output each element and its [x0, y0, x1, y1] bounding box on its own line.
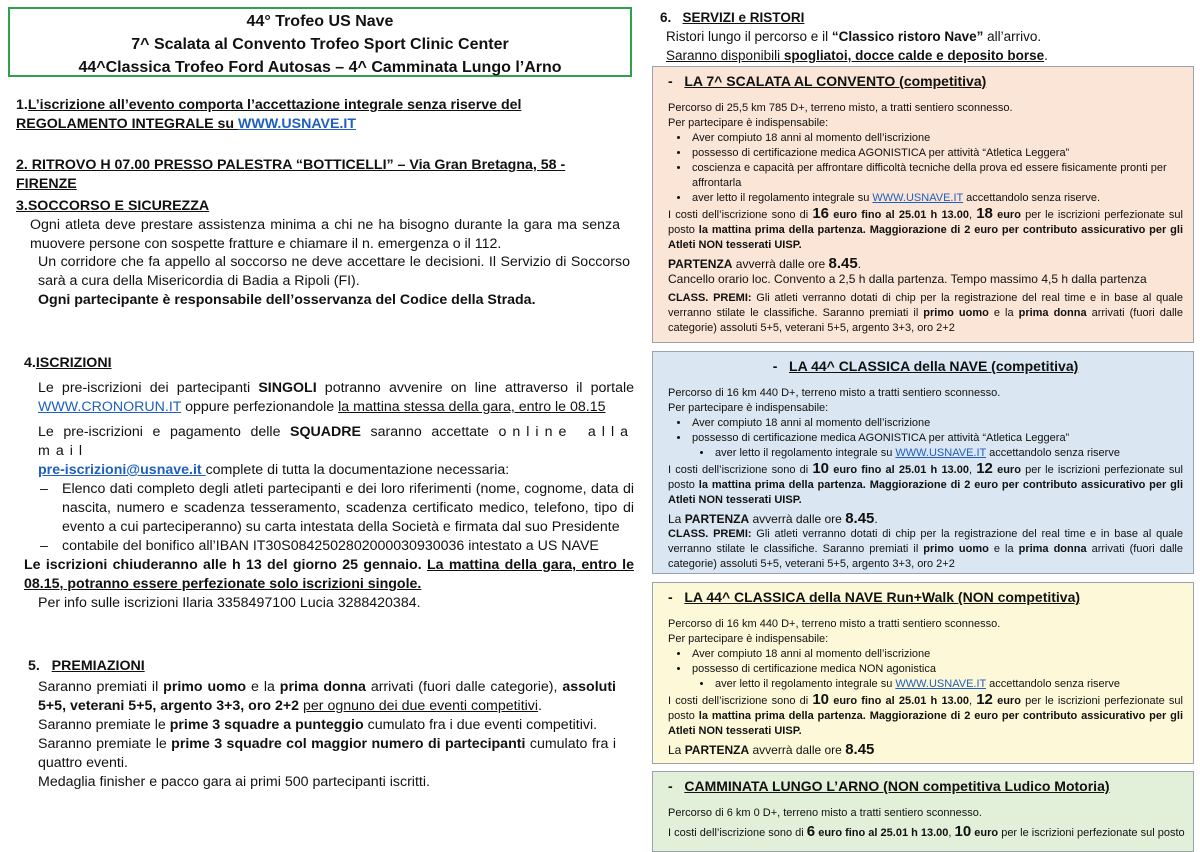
cost-text: I costi dell’iscrizione sono di 6 euro fino al 25.01 h 13.00, 10 euro per le iscrizioni perfezionate sul posto: [668, 823, 1185, 840]
title-box: [8, 7, 632, 77]
start-text: La PARTENZA avverrà dalle ore 8.45.: [668, 510, 878, 527]
list-item: • possesso di certificazione medica AGONISTICA per attività “Atletica Leggera”: [690, 431, 1183, 446]
section-3-p1: Ogni atleta deve prestare assistenza minima a chi ne ha bisogno durante la gara ma senza muovere persone con sospette fratture e chiamare il n. emergenza o il 112.: [30, 217, 620, 252]
panel-run-walk: - LA 44^ CLASSICA della NAVE Run+Walk (NON competitiva) Percorso di 16 km 440 D+, terreno misto a tratti sentiero sconnesso. Per partecipare è indispensabile: • Aver compiuto 18 anni al momento dell’iscrizione • possesso di certificazione medica NON agonistica • aver letto il regolamento integrale su WWW.USNAVE.IT accettandolo senza riserve I costi dell’iscrizione sono di 10 euro fino al 25.01 h 13.00, 12 euro per le iscrizioni perfezionate sul posto la mattina prima della partenza. Maggiorazione di 2 euro per contributo assicurativo per gli Atleti NON tesserati UISP. La PARTENZA avverrà dalle ore 8.45: [652, 582, 1194, 764]
list-item: • Aver compiuto 18 anni al momento dell’iscrizione: [690, 131, 1183, 146]
title-line-1: 44° Trofeo US Nave: [246, 13, 394, 30]
panel-scalata: - LA 7^ SCALATA AL CONVENTO (competitiva) Percorso di 25,5 km 785 D+, terreno misto, a tratti sentiero sconnesso. Per partecipare è indispensabile: • Aver compiuto 18 anni al momento dell’iscrizione • possesso di certificazione medica AGONISTICA per attività “Atletica Leggera” • coscienza e capacità per affrontare difficoltà tecniche della prova ed essere fisicamente pronti per affrontarla • aver letto il regolamento integrale su WWW.USNAVE.IT accettandolo senza riserve. I costi dell’iscrizione sono di 16 euro fino al 25.01 h 13.00, 18 euro per le iscrizioni perfezionate sul posto la mattina prima della partenza. Maggiorazione di 2 euro per contributo assicurativo per gli Atleti NON tesserati UISP. PARTENZA avverrà dalle ore 8.45. Cancello orario loc. Convento a 2,5 h dalla partenza. Tempo massimo 4,5 h dalla partenza CLASS. PREMI: Gli atleti verranno dotati di chip per la registrazione del real time e in base al quale verranno stilate le classifiche. Saranno premiati il primo uomo e la prima donna arrivati (fuori dalle categorie) assoluti 5+5, veterani 5+5, argento 3+3, oro 2+2: [652, 66, 1194, 343]
section-5: [28, 657, 616, 792]
cost-text: I costi dell’iscrizione sono di 10 euro fino al 25.01 h 13.00, 12 euro per le iscrizioni perfezionate sul posto la mattina prima della partenza. Maggiorazione di 2 euro per contributo assicurativo per gli Atleti NON tesserati UISP.: [668, 691, 1184, 737]
email-link[interactable]: pre-iscrizioni@usnave.it: [38, 462, 206, 478]
section-4-title: 4.ISCRIZIONI: [24, 355, 112, 371]
panel-title: - LA 44^ CLASSICA della NAVE (competitiva): [772, 358, 1079, 374]
section-5-p2: Saranno premiate le prime 3 squadre a punteggio cumulato fra i due eventi competitivi.: [38, 717, 598, 733]
section-5-title: 5. PREMIAZIONI: [28, 658, 145, 674]
section-4-p1: Le pre-iscrizioni dei partecipanti SINGOLI potranno avvenire on line attraverso il portale WWW.CRONORUN.IT oppure perfezionandole la mattina stessa della gara, entro le 08.15: [38, 380, 634, 415]
requirements-list: [668, 416, 1183, 446]
section-5-p4: Medaglia finisher e pacco gara ai primi 500 partecipanti iscritti.: [38, 774, 430, 790]
requirements-list: [668, 131, 1183, 206]
usnave-link[interactable]: WWW.USNAVE.IT: [238, 116, 356, 132]
section-3-p3: Ogni partecipante è responsabile dell’osservanza del Codice della Strada.: [38, 292, 536, 308]
list-item: – contabile del bonifico all’IBAN IT30S0842502802000030930036 intestato a US NAVE: [38, 537, 634, 556]
team-docs-list: [24, 480, 634, 556]
cronorun-link[interactable]: WWW.CRONORUN.IT: [38, 399, 182, 415]
title-line-3: 44^Classica Trofeo Ford Autosas – 4^ Camminata Lungo l’Arno: [78, 59, 562, 76]
section-6-line-2: Saranno disponibili spogliatoi, docce calde e deposito borse.: [666, 48, 1048, 63]
requirements-list: [668, 647, 1183, 677]
list-item: – Elenco dati completo degli atleti partecipanti e dei loro riferimenti (nome, cognome, data di nascita, numero e scadenza tesseramento, scadenza certificato medico, telefono, tipo di evento a cui parteciperanno) su carta intestata della Società e firmata dal suo Presidente: [38, 480, 634, 537]
usnave-link[interactable]: WWW.USNAVE.IT: [895, 447, 987, 459]
section-1: 1.L’iscrizione all’evento comporta l’accettazione integrale senza riserve del REGOLAMENTO INTEGRALE su WWW.USNAVE.IT: [16, 97, 522, 132]
section-5-p3: Saranno premiate le prime 3 squadre col maggior numero di partecipanti cumulato fra i quattro eventi.: [38, 736, 616, 771]
section-4: [24, 354, 634, 613]
panel-title: - LA 7^ SCALATA AL CONVENTO (competitiva): [668, 73, 987, 89]
start-text: La PARTENZA avverrà dalle ore 8.45: [668, 741, 875, 758]
class-text: CLASS. PREMI: Gli atleti verranno dotati di chip per la registrazione del real time e in base al quale verranno stilate le classifiche. Saranno premiati il primo uomo e la prima donna arrivati (fuori dalle categorie) assoluti 5+5, veterani 5+5, argento 3+3, oro 2+2: [668, 528, 1183, 570]
list-item: • aver letto il regolamento integrale su WWW.USNAVE.IT accettandolo senza riserve: [713, 446, 1183, 461]
section-4-p2: Le pre-iscrizioni e pagamento delle SQUADRE saranno accettate online alla mail pre-iscrizioni@usnave.it complete di tutta la documentazione necessaria:: [38, 424, 634, 478]
title-line-2: 7^ Scalata al Convento Trofeo Sport Clinic Center: [131, 36, 509, 53]
list-item: • possesso di certificazione medica NON agonistica: [690, 662, 1183, 677]
requirements-sublist: [668, 446, 1183, 461]
list-item: • Aver compiuto 18 anni al momento dell’iscrizione: [690, 647, 1183, 662]
panel-camminata: - CAMMINATA LUNGO L’ARNO (NON competitiva Ludico Motoria) Percorso di 6 km 0 D+, terreno misto a tratti sentiero sconnesso. I costi dell’iscrizione sono di 6 euro fino al 25.01 h 13.00, 10 euro per le iscrizioni perfezionate sul posto: [652, 771, 1194, 852]
section-2: 2. RITROVO H 07.00 PRESSO PALESTRA “BOTTICELLI” – Via Gran Bretagna, 58 - FIRENZE: [16, 157, 566, 192]
start-text: PARTENZA avverrà dalle ore 8.45.: [668, 255, 862, 272]
list-item: • Aver compiuto 18 anni al momento dell’iscrizione: [690, 416, 1183, 431]
section-6: [660, 8, 1180, 65]
section-4-p4: Per info sulle iscrizioni Ilaria 3358497100 Lucia 3288420384.: [38, 595, 421, 611]
list-item: • possesso di certificazione medica AGONISTICA per attività “Atletica Leggera”: [690, 146, 1183, 161]
section-3: [16, 197, 630, 310]
panel-title: - LA 44^ CLASSICA della NAVE Run+Walk (NON competitiva): [668, 589, 1081, 605]
usnave-link[interactable]: WWW.USNAVE.IT: [895, 678, 987, 690]
section-5-p1: Saranno premiati il primo uomo e la prima donna arrivati (fuori dalle categorie), assoluti 5+5, veterani 5+5, argento 3+3, oro 2+2 per ognuno dei due eventi competitivi.: [38, 679, 617, 714]
cost-text: I costi dell’iscrizione sono di 10 euro fino al 25.01 h 13.00, 12 euro per le iscrizioni perfezionate sul posto la mattina prima della partenza. Maggiorazione di 2 euro per contributo assicurativo per gli Atleti NON tesserati UISP.: [668, 460, 1184, 506]
list-item: • coscienza e capacità per affrontare difficoltà tecniche della prova ed essere fisicamente pronti per affrontarla: [690, 161, 1183, 191]
requirements-sublist: [668, 677, 1183, 692]
panel-title: - CAMMINATA LUNGO L’ARNO (NON competitiva Ludico Motoria): [668, 778, 1110, 794]
section-6-line-1: Ristori lungo il percorso e il “Classico ristoro Nave” all’arrivo.: [666, 29, 1042, 44]
cost-text: I costi dell’iscrizione sono di 16 euro fino al 25.01 h 13.00, 18 euro per le iscrizioni perfezionate sul posto la mattina prima della partenza. Maggiorazione di 2 euro per contributo assicurativo per gli Atleti NON tesserati UISP.: [668, 205, 1184, 251]
section-4-p3: Le iscrizioni chiuderanno alle h 13 del giorno 25 gennaio. La mattina della gara, entro le 08.15, potranno essere perfezionate solo iscrizioni singole.: [24, 557, 634, 592]
section-6-title: 6. SERVIZI e RISTORI: [660, 10, 805, 25]
list-item: • aver letto il regolamento integrale su WWW.USNAVE.IT accettandolo senza riserve: [713, 677, 1183, 692]
list-item: • aver letto il regolamento integrale su WWW.USNAVE.IT accettandolo senza riserve.: [690, 191, 1183, 206]
class-text: CLASS. PREMI: Gli atleti verranno dotati di chip per la registrazione del real time e in base al quale verranno stilate le classifiche. Saranno premiati il primo uomo e la prima donna arrivati (fuori dalle categorie) assoluti 5+5, veterani 5+5, argento 3+3, oro 2+2: [668, 292, 1183, 334]
usnave-link[interactable]: WWW.USNAVE.IT: [872, 192, 964, 204]
section-3-title: 3.SOCCORSO E SICUREZZA: [16, 198, 210, 214]
panel-classica: - LA 44^ CLASSICA della NAVE (competitiva) Percorso di 16 km 440 D+, terreno misto a tratti sentiero sconnesso. Per partecipare è indispensabile: • Aver compiuto 18 anni al momento dell’iscrizione • possesso di certificazione medica AGONISTICA per attività “Atletica Leggera” • aver letto il regolamento integrale su WWW.USNAVE.IT accettandolo senza riserve I costi dell’iscrizione sono di 10 euro fino al 25.01 h 13.00, 12 euro per le iscrizioni perfezionate sul posto la mattina prima della partenza. Maggiorazione di 2 euro per contributo assicurativo per gli Atleti NON tesserati UISP. La PARTENZA avverrà dalle ore 8.45. CLASS. PREMI: Gli atleti verranno dotati di chip per la registrazione del real time e in base al quale verranno stilate le classifiche. Saranno premiati il primo uomo e la prima donna arrivati (fuori dalle categorie) assoluti 5+5, veterani 5+5, argento 3+3, oro 2+2: [652, 351, 1194, 574]
section-3-p2: Un corridore che fa appello al soccorso ne deve accettare le decisioni. Il Servizio di Soccorso sarà a cura della Misericordia di Badia a Ripoli (FI).: [38, 254, 630, 289]
gate-text: Cancello orario loc. Convento a 2,5 h dalla partenza. Tempo massimo 4,5 h dalla partenza: [668, 272, 1147, 286]
